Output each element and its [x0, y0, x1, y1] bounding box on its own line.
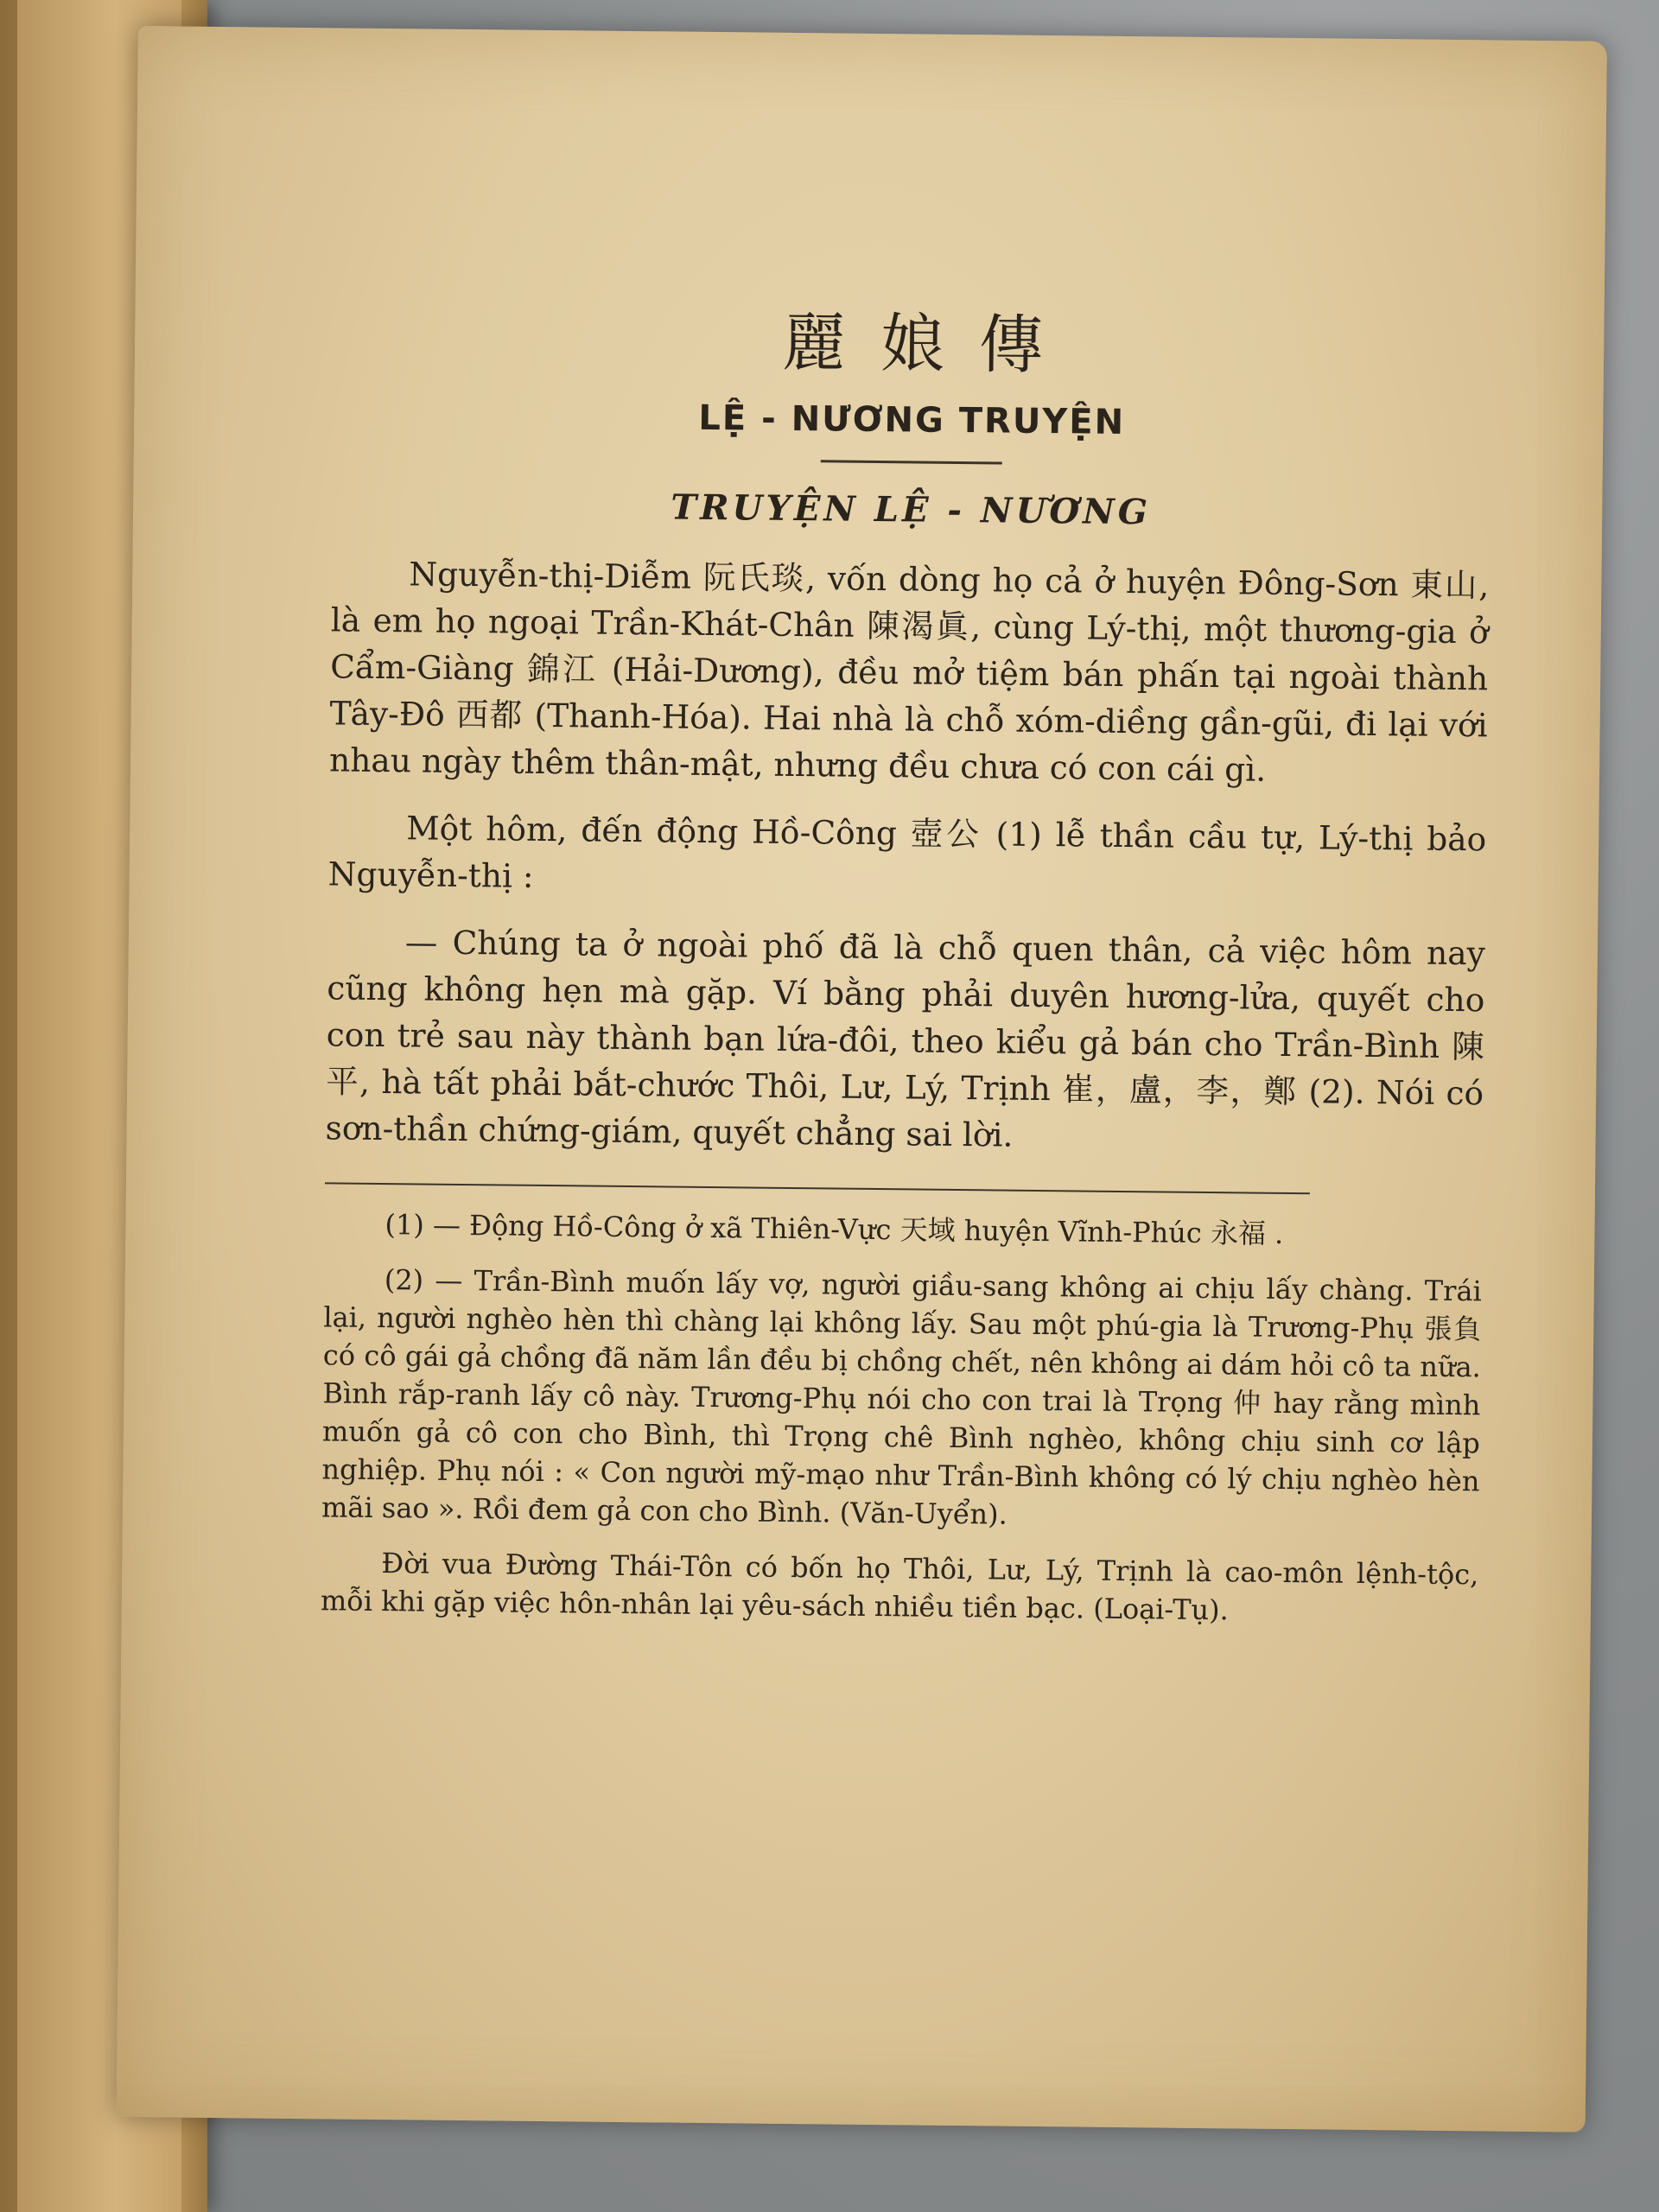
footnote-divider — [325, 1182, 1310, 1194]
title-divider — [821, 460, 1002, 464]
page-content — [320, 287, 1491, 1649]
han-title: 麗娘傳 — [781, 305, 1078, 384]
footnote-2: (2) — Trần-Bình muốn lấy vợ, người giầu-sang không ai chịu lấy chàng. Trái lại, người nghèo hèn thì chàng lại không lấy. Sau một phú-gia là Trương-Phụ 張負 có cô gái gả chồng đã năm lần đều bị chồng chết, nên không ai dám hỏi cô ta nữa. Bình rắp-ranh lấy cô này. Trương-Phụ nói cho con trai là Trọng 仲 hay rằng mình muốn gả cô con cho Bình, thì Trọng chê Bình nghèo, không chịu sinh cơ lập nghiệp. Phụ nói : « Con người mỹ-mạo như Trần-Bình không có lý chịu nghèo hèn mãi sao ». Rồi đem gả con cho Bình. (Văn-Uyển). — [321, 1263, 1482, 1531]
footnote-1: (1) — Động Hồ-Công ở xã Thiên-Vực 天域 huyện Vĩnh-Phúc 永福 . — [385, 1208, 1284, 1250]
book-page — [117, 26, 1607, 2133]
page-title: LỆ - NƯƠNG TRUYỆN — [698, 397, 1126, 442]
subtitle: TRUYỆN LỆ - NƯƠNG — [671, 486, 1152, 533]
paragraph-1: Nguyễn-thị-Diễm 阮氏琰, vốn dòng họ cả ở huyện Đông-Sơn 東山, là em họ ngoại Trần-Khát-Chân 陳渴眞, cùng Lý-thị, một thương-gia ở Cẩm-Giàng 錦江 (Hải-Dương), đều mở tiệm bán phấn tại ngoài thành Tây-Đô 西都 (Thanh-Hóa). Hai nhà là chỗ xóm-diềng gần-gũi, đi lại với nhau ngày thêm thân-mật, nhưng đều chưa có con cái gì. — [328, 555, 1490, 789]
footnote-3: Đời vua Đường Thái-Tôn có bốn họ Thôi, Lư, Lý, Trịnh là cao-môn lệnh-tộc, mỗi khi gặp việc hôn-nhân lại yêu-sách nhiều tiền bạc. (Loại-Tụ). — [320, 1547, 1479, 1627]
paragraph-3: — Chúng ta ở ngoài phố đã là chỗ quen thân, cả việc hôm nay cũng không hẹn mà gặp. Ví bằng phải duyên hương-lửa, quyết cho con trẻ sau này thành bạn lứa-đôi, theo kiểu gả bán cho Trần-Bình 陳平, hà tất phải bắt-chước Thôi, Lư, Lý, Trịnh 崔，盧，李，鄭 (2). Nói có sơn-thần chứng-giám, quyết chẳng sai lời. — [325, 923, 1486, 1154]
paragraph-2: Một hôm, đến động Hồ-Công 壺公 (1) lễ thần cầu tự, Lý-thị bảo Nguyễn-thị : — [327, 809, 1487, 895]
